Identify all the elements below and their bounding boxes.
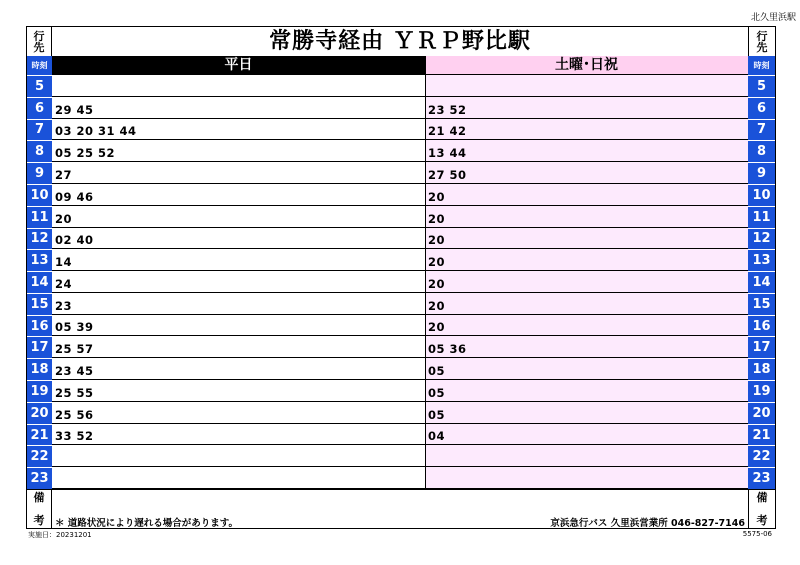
hour-cell-right: 5 [748, 75, 775, 97]
holiday-minutes: 20 [428, 211, 446, 226]
route-title: 常勝寺経由 ＹＲＰ野比駅 [269, 29, 531, 54]
holiday-minutes: 20 [428, 233, 446, 248]
hour-cell-right: 8 [748, 140, 775, 162]
hour-cell-left: 16 [27, 315, 52, 337]
weekday-row [52, 336, 425, 358]
weekday-minutes: 03 20 31 44 [55, 124, 137, 139]
destination-label-left [27, 27, 52, 56]
hour-cell-right: 11 [748, 206, 775, 228]
hour-cell-right: 21 [748, 424, 775, 446]
column-divider [425, 56, 426, 489]
remarks-label-bottom: 考 [756, 514, 768, 527]
weekday-row [52, 380, 425, 402]
hour-cell-right: 14 [748, 271, 775, 293]
hour-cell-left: 23 [27, 467, 52, 489]
hour-cell-left: 5 [27, 75, 52, 97]
holiday-row [425, 271, 748, 293]
destination-label-bottom: 先 [33, 40, 45, 54]
weekday-row [52, 140, 425, 162]
hour-cell-left: 10 [27, 184, 52, 206]
holiday-row [425, 119, 748, 141]
holiday-row [425, 402, 748, 424]
hour-cell-right: 19 [748, 380, 775, 402]
hour-cell-right: 17 [748, 336, 775, 358]
holiday-minutes: 20 [428, 320, 446, 335]
holiday-row [425, 75, 748, 97]
weekday-minutes: 25 55 [55, 385, 94, 400]
hour-cell-right: 22 [748, 445, 775, 467]
weekday-row [52, 424, 425, 446]
weekday-minutes: 25 57 [55, 342, 94, 357]
weekday-row [52, 271, 425, 293]
weekday-row [52, 206, 425, 228]
holiday-row [425, 358, 748, 380]
remarks-label-top: 備 [756, 491, 768, 504]
hour-cell-left: 14 [27, 271, 52, 293]
weekday-row [52, 249, 425, 271]
hour-cell-right: 7 [748, 119, 775, 141]
operator-info: 京浜急行バス 久里浜営業所 046-827-7146 [550, 518, 745, 529]
hour-header-left: 時刻 [27, 56, 52, 75]
weekday-row [52, 162, 425, 184]
hour-cell-left: 15 [27, 293, 52, 315]
weekday-minutes: 02 40 [55, 233, 94, 248]
destination-label-right [748, 27, 775, 56]
hour-cell-right: 20 [748, 402, 775, 424]
holiday-minutes: 23 52 [428, 102, 467, 117]
hour-cell-left: 11 [27, 206, 52, 228]
hour-cell-left: 17 [27, 336, 52, 358]
effective-date: 実施日：20231201 [28, 531, 92, 539]
hour-cell-right: 23 [748, 467, 775, 489]
weekday-minutes: 23 45 [55, 364, 94, 379]
holiday-minutes: 05 [428, 364, 446, 379]
remarks-label-right [748, 489, 775, 528]
holiday-minutes: 21 42 [428, 124, 467, 139]
weekday-row [52, 119, 425, 141]
weekday-minutes: 09 46 [55, 189, 94, 204]
hour-cell-left: 20 [27, 402, 52, 424]
stop-name: 北久里浜駅 [750, 13, 796, 23]
remarks-label-top: 備 [33, 491, 45, 504]
weekday-row [52, 75, 425, 97]
weekday-row [52, 445, 425, 467]
hour-cell-left: 12 [27, 228, 52, 250]
holiday-minutes: 05 36 [428, 342, 467, 357]
weekday-minutes: 33 52 [55, 429, 94, 444]
weekday-minutes: 23 [55, 298, 73, 313]
holiday-row [425, 336, 748, 358]
hour-cell-left: 22 [27, 445, 52, 467]
weekday-row [52, 184, 425, 206]
holiday-minutes: 20 [428, 298, 446, 313]
holiday-minutes: 05 [428, 385, 446, 400]
remarks-label-bottom: 考 [33, 514, 45, 527]
holiday-row [425, 97, 748, 119]
hour-header-right: 時刻 [748, 56, 775, 75]
weekday-minutes: 20 [55, 211, 73, 226]
remarks-label-left [27, 489, 52, 528]
hour-cell-left: 18 [27, 358, 52, 380]
weekday-row [52, 402, 425, 424]
remarks-note: ＊ 道路状況により遅れる場合があります。 [55, 518, 239, 529]
hour-cell-left: 9 [27, 162, 52, 184]
hour-cell-right: 12 [748, 228, 775, 250]
hour-cell-right: 16 [748, 315, 775, 337]
timetable-code: 5575-06 [742, 530, 772, 538]
hour-cell-left: 19 [27, 380, 52, 402]
hour-cell-left: 8 [27, 140, 52, 162]
destination-label-top: 行 [33, 29, 45, 43]
weekday-minutes: 05 39 [55, 320, 94, 335]
holiday-row [425, 162, 748, 184]
holiday-minutes: 05 [428, 407, 446, 422]
destination-label-top: 行 [756, 29, 768, 43]
hour-cell-left: 13 [27, 249, 52, 271]
hour-cell-right: 10 [748, 184, 775, 206]
holiday-minutes: 20 [428, 276, 446, 291]
weekday-row [52, 358, 425, 380]
weekday-minutes: 14 [55, 255, 73, 270]
holiday-minutes: 27 50 [428, 167, 467, 182]
holiday-minutes: 20 [428, 255, 446, 270]
holiday-minutes: 20 [428, 189, 446, 204]
weekday-minutes: 24 [55, 276, 73, 291]
weekday-header: 平日 [52, 56, 425, 75]
holiday-row [425, 140, 748, 162]
weekday-row [52, 293, 425, 315]
holiday-row [425, 424, 748, 446]
holiday-row [425, 228, 748, 250]
hour-cell-left: 21 [27, 424, 52, 446]
hour-cell-right: 15 [748, 293, 775, 315]
holiday-header: 土曜･日祝 [425, 56, 748, 75]
holiday-minutes: 13 44 [428, 146, 467, 161]
holiday-grid [425, 75, 748, 489]
holiday-row [425, 315, 748, 337]
weekday-minutes: 05 25 52 [55, 146, 116, 161]
holiday-row [425, 206, 748, 228]
holiday-row [425, 445, 748, 467]
hour-cell-left: 6 [27, 97, 52, 119]
holiday-row [425, 380, 748, 402]
hour-cell-right: 13 [748, 249, 775, 271]
hour-cell-right: 9 [748, 162, 775, 184]
weekday-minutes: 25 56 [55, 407, 94, 422]
holiday-row [425, 293, 748, 315]
destination-label-bottom: 先 [756, 40, 768, 54]
weekday-row [52, 467, 425, 489]
hour-cell-left: 7 [27, 119, 52, 141]
holiday-row [425, 184, 748, 206]
weekday-grid [52, 75, 425, 489]
weekday-row [52, 97, 425, 119]
holiday-row [425, 249, 748, 271]
holiday-row [425, 467, 748, 489]
hour-cell-right: 18 [748, 358, 775, 380]
weekday-minutes: 27 [55, 167, 73, 182]
weekday-minutes: 29 45 [55, 102, 94, 117]
weekday-row [52, 228, 425, 250]
holiday-minutes: 04 [428, 429, 446, 444]
hour-cell-right: 6 [748, 97, 775, 119]
weekday-row [52, 315, 425, 337]
